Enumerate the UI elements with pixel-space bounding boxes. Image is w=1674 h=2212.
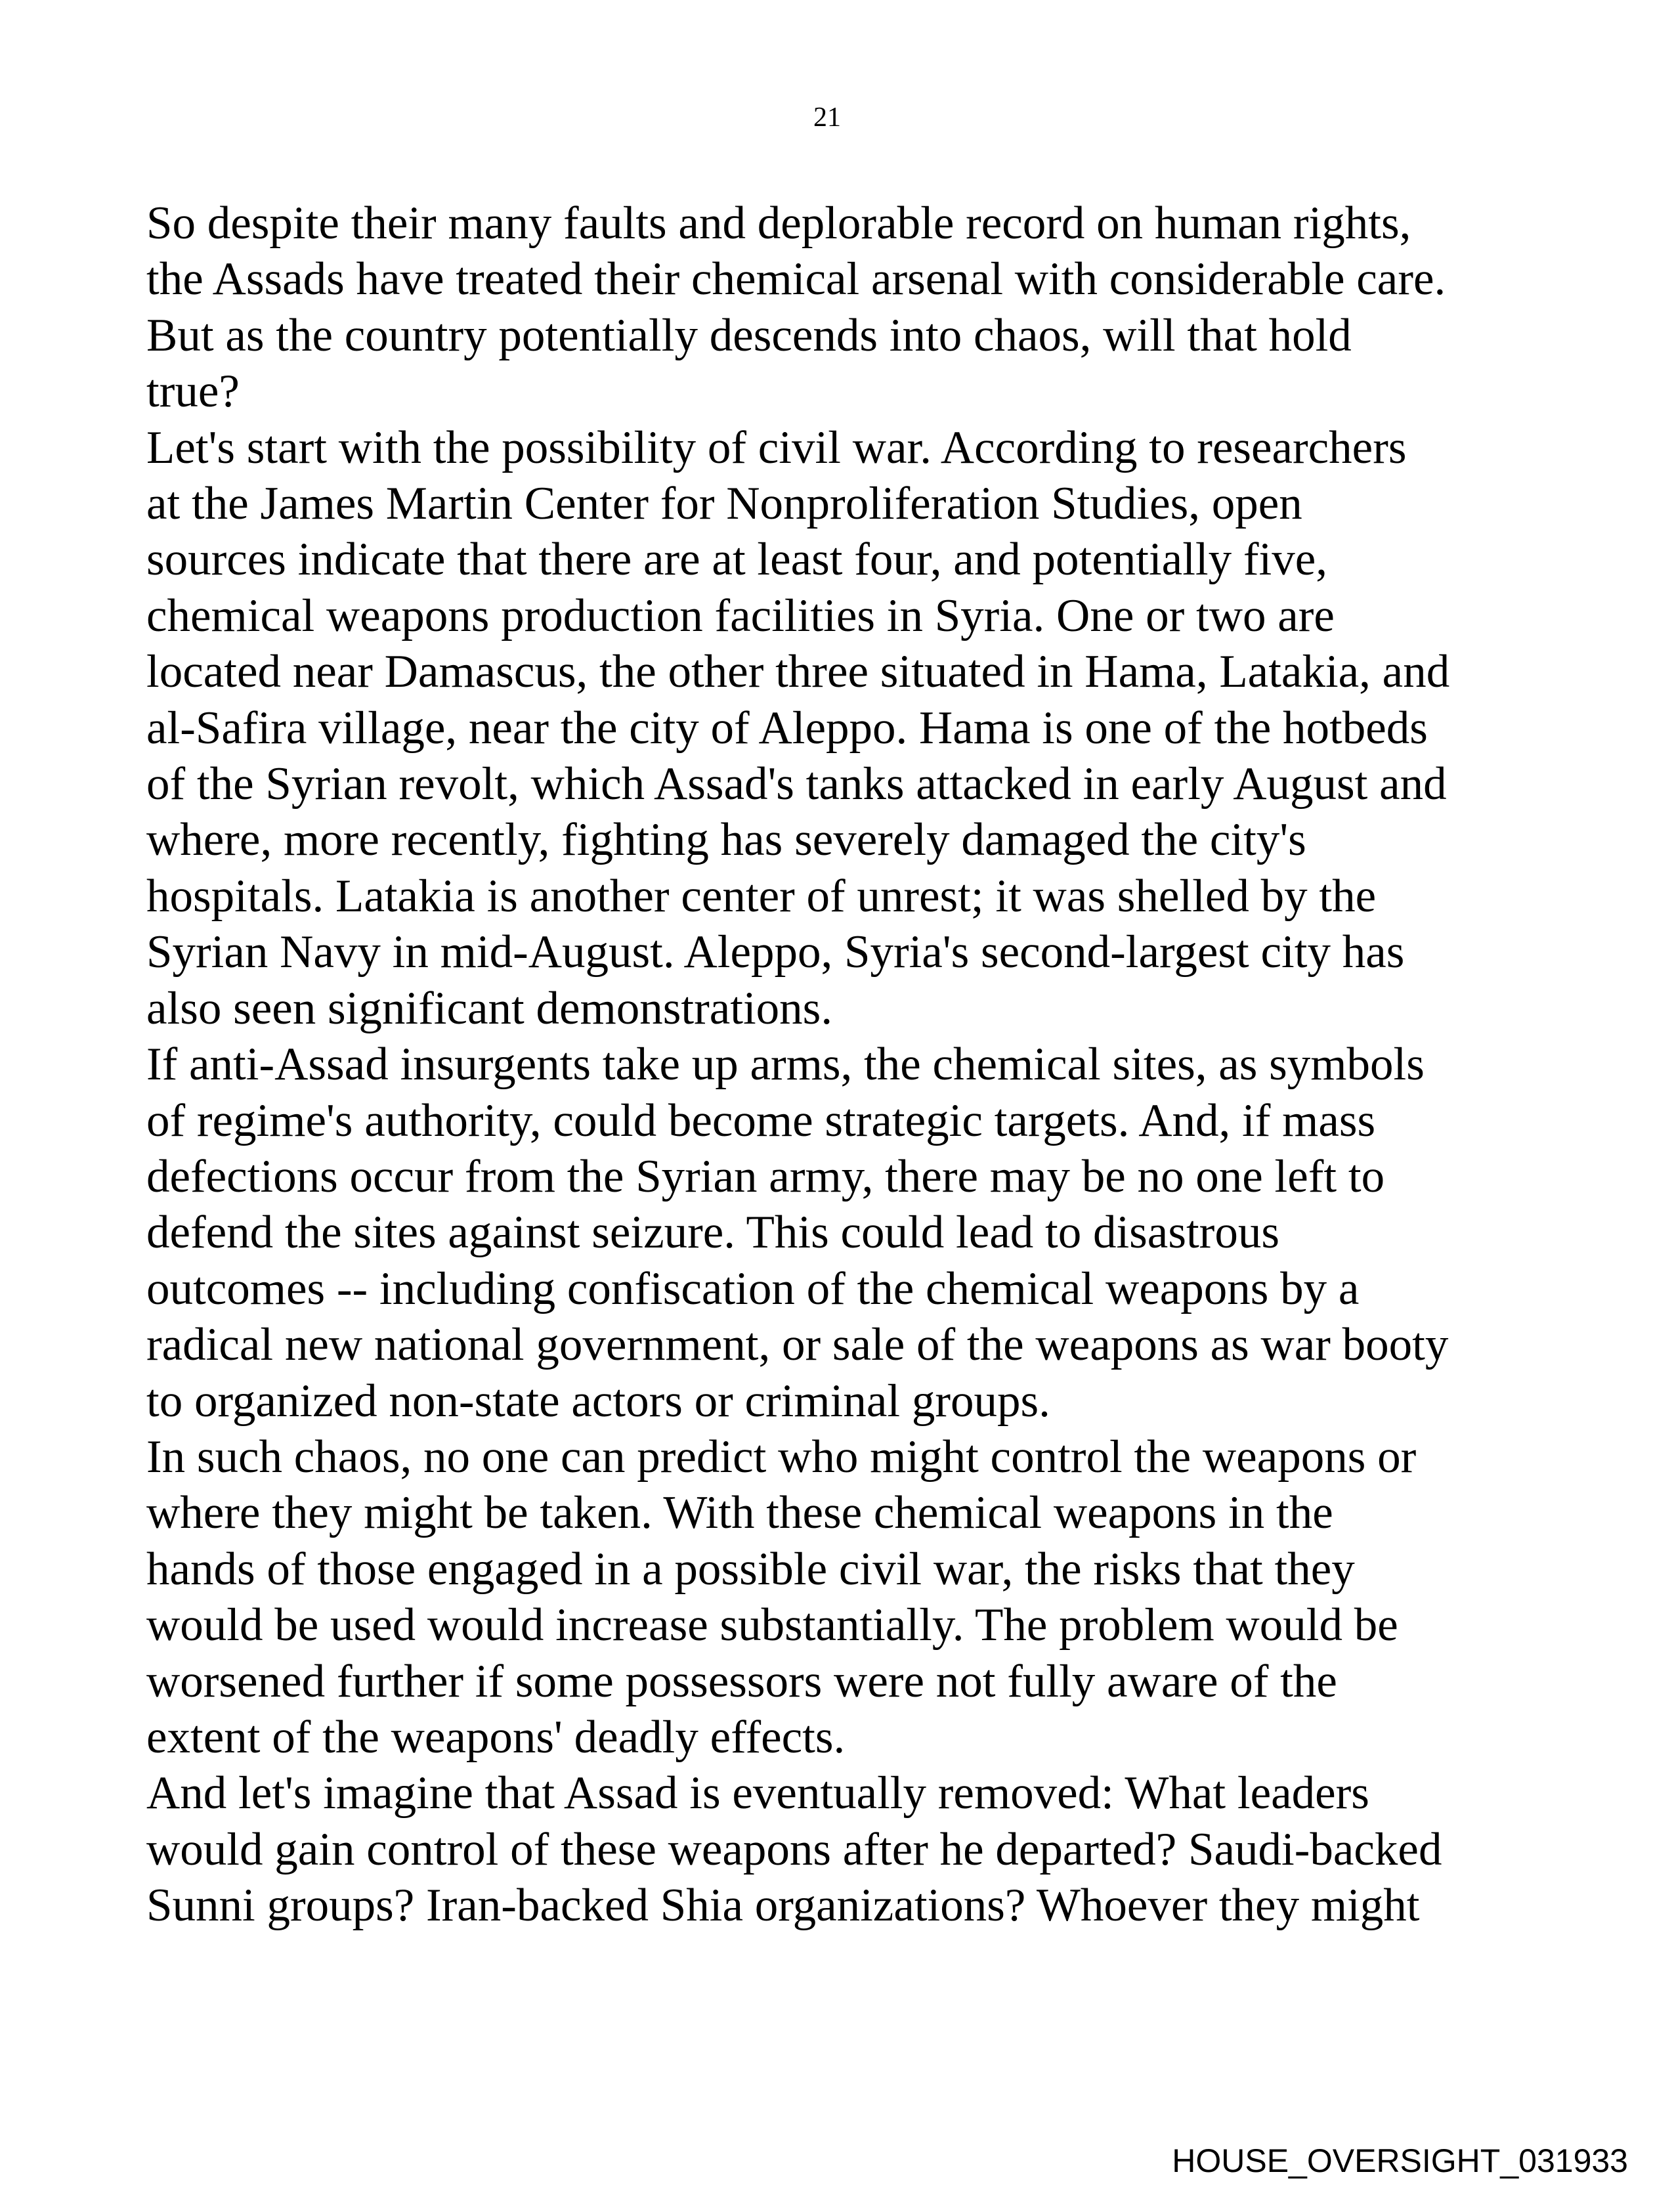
text-line: But as the country potentially descends into chaos, will that hold [146, 309, 1352, 361]
text-line: at the James Martin Center for Nonproliferation Studies, open [146, 478, 1302, 530]
text-line: also seen significant demonstrations. [146, 982, 833, 1034]
text-line: of regime's authority, could become strategic targets. And, if mass [146, 1095, 1376, 1146]
text-line: would be used would increase substantially. The problem would be [146, 1599, 1398, 1651]
document-body [146, 196, 1591, 1934]
page-number: 21 [813, 102, 841, 133]
paragraph [146, 1429, 1591, 1766]
paragraph [146, 420, 1591, 1037]
bates-stamp: HOUSE_OVERSIGHT_031933 [1172, 2142, 1628, 2179]
text-line: If anti-Assad insurgents take up arms, the chemical sites, as symbols [146, 1039, 1425, 1091]
text-line: located near Damascus, the other three situated in Hama, Latakia, and [146, 646, 1450, 698]
text-line: to organized non-state actors or criminal groups. [146, 1375, 1050, 1427]
text-line: true? [146, 366, 240, 418]
text-line: chemical weapons production facilities in Syria. One or two are [146, 590, 1335, 641]
paragraph [146, 196, 1591, 420]
text-line: al-Safira village, near the city of Aleppo. Hama is one of the hotbeds [146, 702, 1428, 754]
paragraph [146, 1766, 1591, 1934]
text-line: sources indicate that there are at least four, and potentially five, [146, 534, 1328, 586]
text-line: outcomes -- including confiscation of the chemical weapons by a [146, 1263, 1360, 1314]
text-line: Syrian Navy in mid-August. Aleppo, Syria's second-largest city has [146, 926, 1405, 978]
text-line: radical new national government, or sale of the weapons as war booty [146, 1319, 1449, 1371]
text-line: Let's start with the possibility of civil war. According to researchers [146, 422, 1407, 473]
text-line: of the Syrian revolt, which Assad's tanks attacked in early August and [146, 758, 1447, 810]
text-line: hands of those engaged in a possible civil war, the risks that they [146, 1543, 1355, 1595]
text-line: would gain control of these weapons after he departed? Saudi-backed [146, 1823, 1442, 1875]
text-line: the Assads have treated their chemical arsenal with considerable care. [146, 253, 1446, 305]
text-line: Sunni groups? Iran-backed Shia organizations? Whoever they might [146, 1880, 1420, 1932]
paragraph [146, 1037, 1591, 1429]
text-line: where, more recently, fighting has severely damaged the city's [146, 814, 1306, 866]
text-line: hospitals. Latakia is another center of unrest; it was shelled by the [146, 870, 1377, 922]
text-line: where they might be taken. With these chemical weapons in the [146, 1487, 1333, 1539]
text-line: And let's imagine that Assad is eventually removed: What leaders [146, 1767, 1369, 1819]
text-line: So despite their many faults and deplorable record on human rights, [146, 198, 1411, 249]
text-line: extent of the weapons' deadly effects. [146, 1711, 846, 1763]
text-line: worsened further if some possessors were not fully aware of the [146, 1655, 1337, 1707]
text-line: In such chaos, no one can predict who might control the weapons or [146, 1431, 1417, 1483]
text-line: defections occur from the Syrian army, there may be no one left to [146, 1150, 1385, 1202]
text-line: defend the sites against seizure. This could lead to disastrous [146, 1207, 1279, 1259]
